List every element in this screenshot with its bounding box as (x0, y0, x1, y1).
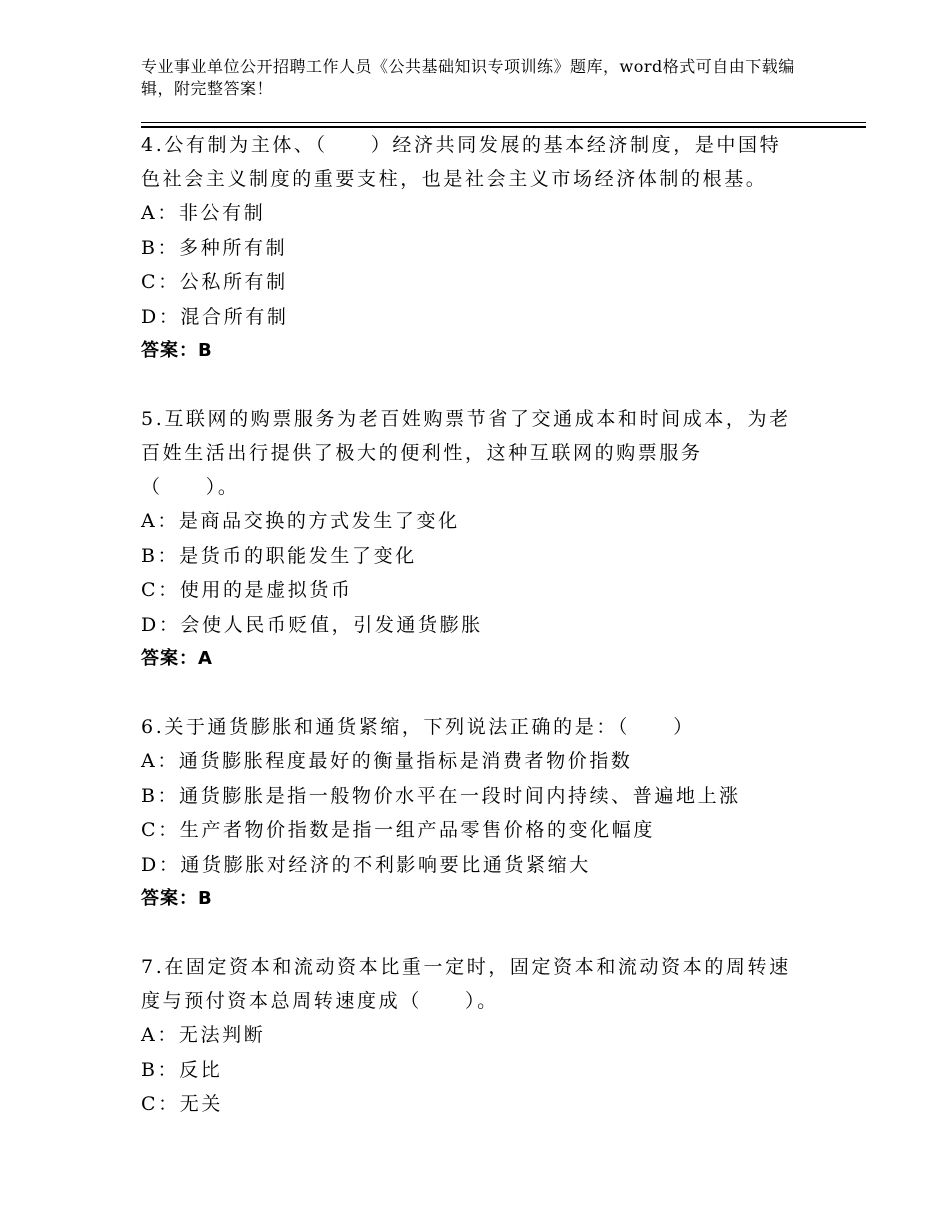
answer-label: 答案：B (141, 888, 213, 909)
question-stem: 4.公有制为主体、（ ）经济共同发展的基本经济制度，是中国特色社会主义制度的重要支柱，也是社会主义市场经济体制的根基。 (141, 134, 782, 190)
question-gap (141, 676, 801, 710)
option-b: B：是货币的职能发生了变化 (141, 544, 417, 567)
question-7 (141, 950, 801, 1122)
option-b: B：多种所有制 (141, 236, 288, 259)
option-c: C：公私所有制 (141, 271, 288, 293)
option-d: D：会使人民币贬值，引发通货膨胀 (141, 613, 483, 636)
question-gap (141, 368, 801, 402)
question-4 (141, 128, 801, 368)
option-a: A：通货膨胀程度最好的衡量指标是消费者物价指数 (141, 750, 633, 772)
question-stem: 7.在固定资本和流动资本比重一定时，固定资本和流动资本的周转速度与预付资本总周转速度成（ ）。 (141, 956, 791, 1012)
question-6 (141, 710, 801, 916)
question-stem: 5.互联网的购票服务为老百姓购票节省了交通成本和时间成本，为老百姓生活出行提供了极大的便利性，这种互联网的购票服务（ ）。 (141, 408, 791, 498)
question-gap (141, 916, 801, 950)
option-b: B：通货膨胀是指一般物价水平在一段时间内持续、普遍地上涨 (141, 784, 741, 807)
answer-label: 答案：B (141, 340, 213, 361)
question-list (141, 128, 801, 1122)
document-header: 专业事业单位公开招聘工作人员《公共基础知识专项训练》题库，word格式可自由下载编辑，附完整答案！ (141, 57, 795, 98)
option-a: A：非公有制 (141, 202, 266, 224)
option-b: B：反比 (141, 1058, 223, 1081)
option-c: C：无关 (141, 1093, 223, 1115)
option-d: D：混合所有制 (141, 305, 289, 328)
option-c: C：生产者物价指数是指一组产品零售价格的变化幅度 (141, 819, 655, 841)
option-c: C：使用的是虚拟货币 (141, 579, 353, 601)
option-a: A：无法判断 (141, 1024, 266, 1046)
header-rule-thin (141, 122, 866, 123)
option-a: A：是商品交换的方式发生了变化 (141, 510, 460, 532)
question-stem: 6.关于通货膨胀和通货紧缩，下列说法正确的是：（ ） (141, 716, 695, 738)
question-5 (141, 402, 801, 676)
answer-label: 答案：A (141, 648, 213, 669)
option-d: D：通货膨胀对经济的不利影响要比通货紧缩大 (141, 853, 591, 876)
